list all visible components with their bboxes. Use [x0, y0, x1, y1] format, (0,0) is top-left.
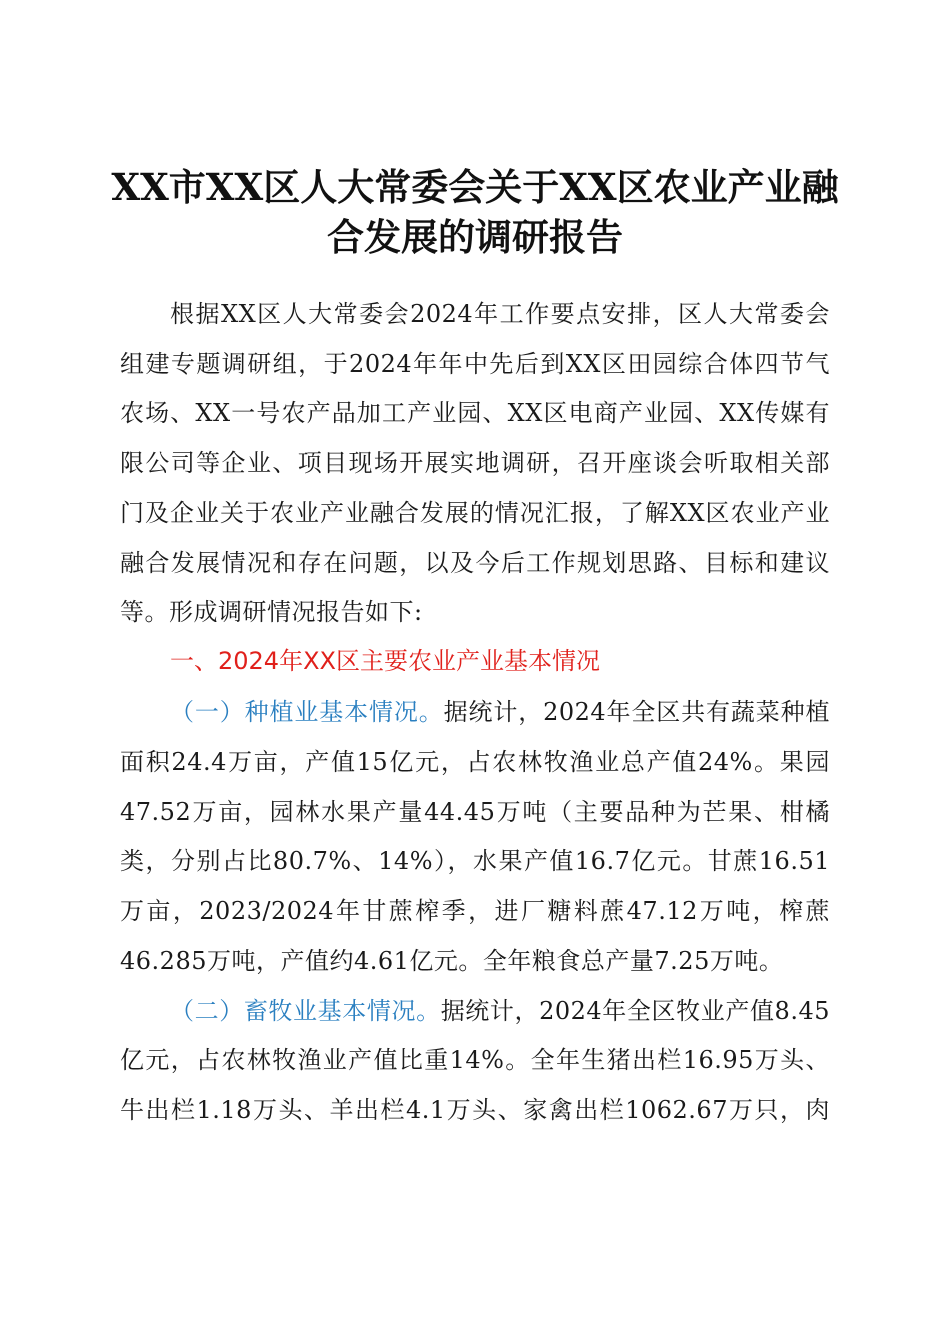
report-title-line-2: 合发展的调研报告: [327, 215, 623, 259]
intro-line-7: 等。形成调研情况报告如下:: [120, 598, 423, 626]
intro-line-2: 组建专题调研组，于2024年年中先后到XX区田园综合体四节气: [120, 350, 830, 378]
planting-line-2: 面积24.4万亩，产值15亿元，占农林牧渔业总产值24%。果园: [120, 748, 830, 776]
planting-line-1: [170, 687, 830, 737]
planting-line-4: 类，分别占比80.7%、14%），水果产值16.7亿元。甘蔗16.51: [120, 847, 830, 875]
livestock-line-1: [170, 986, 830, 1036]
livestock-line-1-text: 据统计，2024年全区牧业产值8.45: [440, 997, 830, 1025]
livestock-line-2: 亿元，占农林牧渔业产值比重14%。全年生猪出栏16.95万头、: [120, 1046, 830, 1074]
intro-line-4: 限公司等企业、项目现场开展实地调研，召开座谈会听取相关部: [120, 449, 830, 477]
planting-line-1-text: 据统计，2024年全区共有蔬菜种植: [443, 698, 831, 726]
intro-line-6: 融合发展情况和存在问题，以及今后工作规划思路、目标和建议: [120, 549, 830, 577]
planting-subheading: （一）种植业基本情况。: [170, 698, 444, 726]
intro-line-1: 根据XX区人大常委会2024年工作要点安排，区人大常委会: [170, 300, 830, 328]
planting-line-3: 47.52万亩，园林水果产量44.45万吨（主要品种为芒果、柑橘: [120, 798, 830, 826]
intro-line-3: 农场、XX一号农产品加工产业园、XX区电商产业园、XX传媒有: [120, 399, 830, 427]
section-heading-1: 一、2024年XX区主要农业产业基本情况: [170, 647, 600, 675]
planting-line-5: 万亩，2023/2024年甘蔗榨季，进厂糖料蔗47.12万吨，榨蔗: [120, 897, 830, 925]
report-title-line-1: XX市XX区人大常委会关于XX区农业产业融: [111, 165, 839, 209]
intro-line-5: 门及企业关于农业产业融合发展的情况汇报，了解XX区农业产业: [120, 499, 830, 527]
livestock-subheading: （二）畜牧业基本情况。: [170, 997, 441, 1025]
planting-line-6: 46.285万吨，产值约4.61亿元。全年粮食总产量7.25万吨。: [120, 947, 784, 975]
livestock-line-3: 牛出栏1.18万头、羊出栏4.1万头、家禽出栏1062.67万只，肉: [120, 1096, 830, 1124]
